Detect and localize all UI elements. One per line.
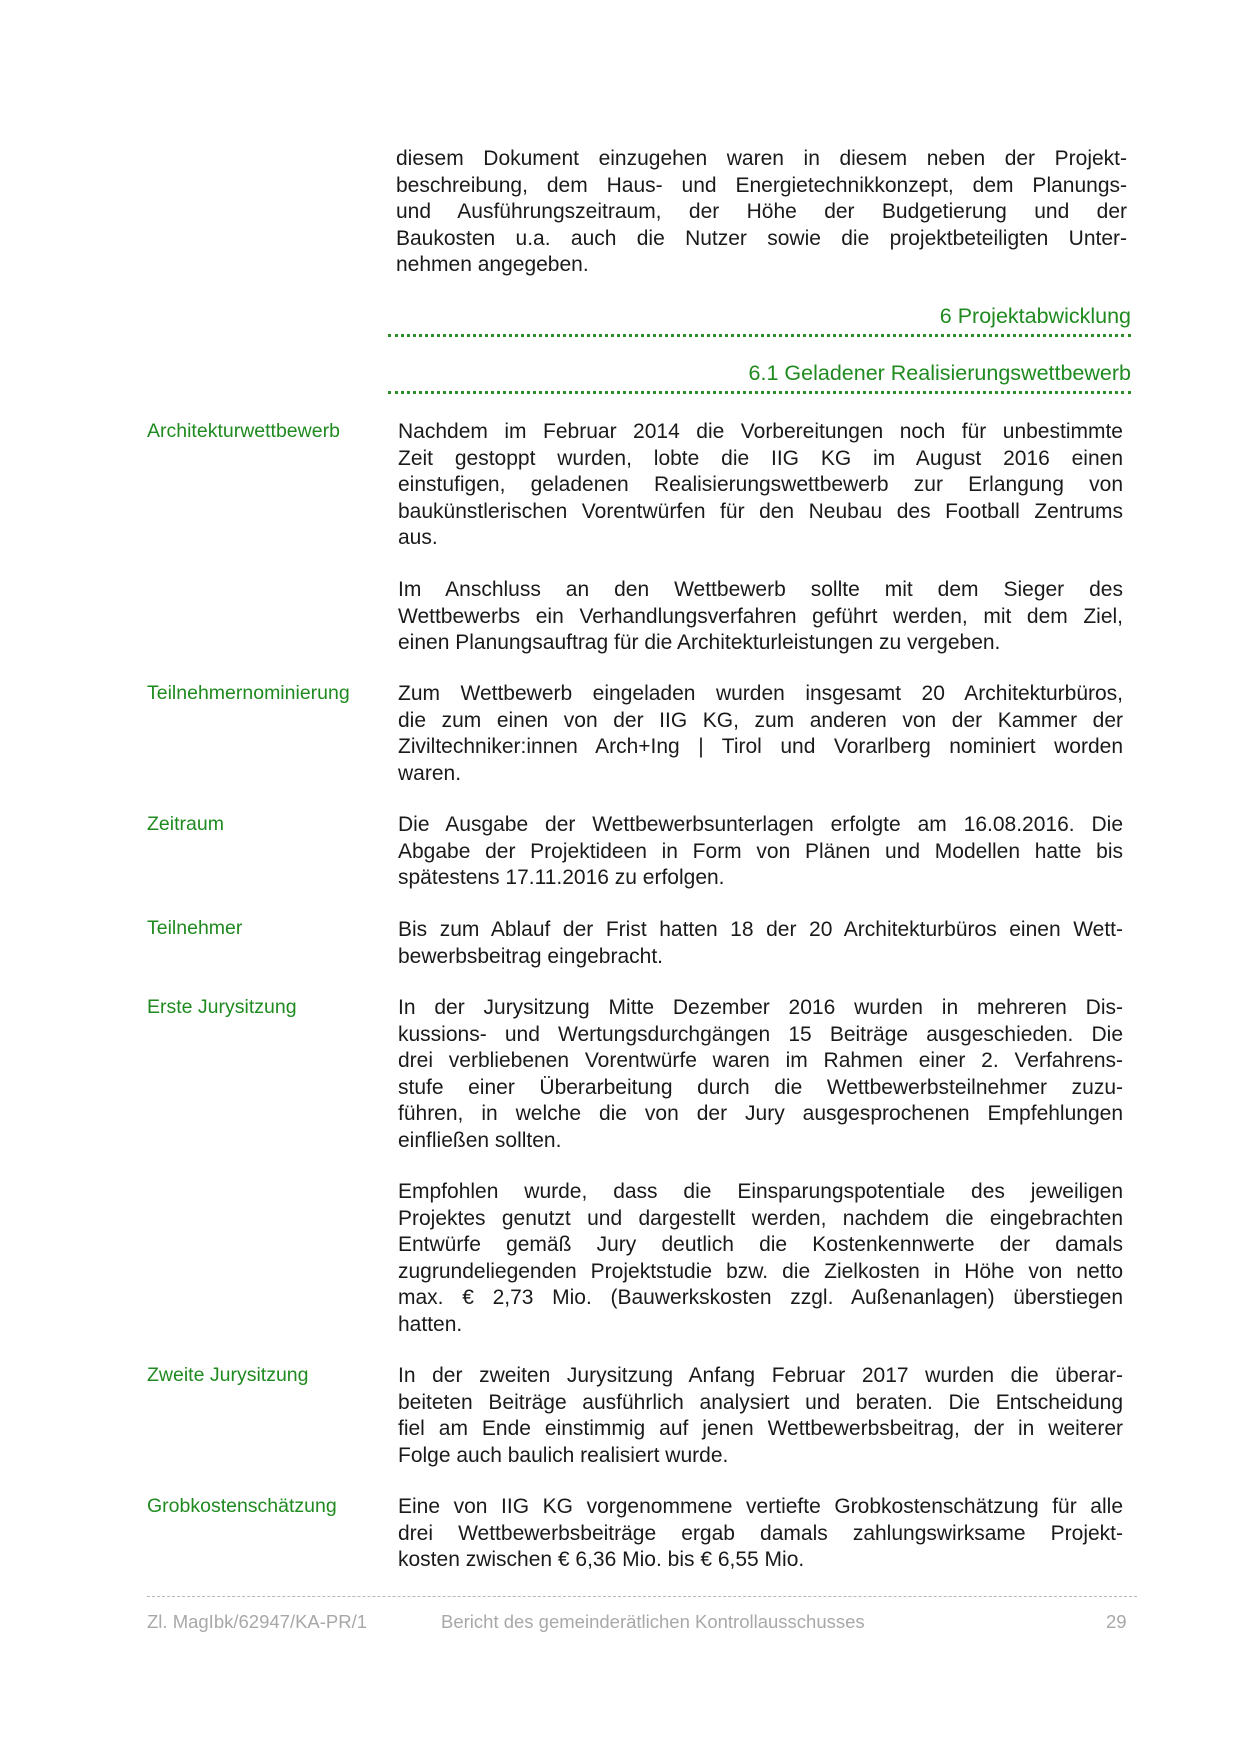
text-line: Zum Wettbewerb eingeladen wurden insgesamt 20 Architekturbüros, <box>398 682 1123 705</box>
text-line: Im Anschluss an den Wettbewerb sollte mit dem Sieger des <box>398 578 1123 601</box>
text-line: max. € 2,73 Mio. (Bauwerkskosten zzgl. Außenanlagen) überstiegen <box>398 1286 1123 1309</box>
text-line: Die Ausgabe der Wettbewerbsunterlagen erfolgte am 16.08.2016. Die <box>398 813 1123 836</box>
chapter-heading-divider <box>388 334 1131 337</box>
section-heading-divider <box>388 391 1131 394</box>
body-paragraph <box>398 1494 1123 1574</box>
intro-paragraph <box>396 146 1127 279</box>
text-line: Projektes genutzt und dargestellt werden, nachdem die eingebrachten <box>398 1206 1123 1230</box>
footer-title: Bericht des gemeinderätlichen Kontrollausschusses <box>441 1611 865 1632</box>
text-line: bewerbsbeitrag eingebracht. <box>398 944 664 968</box>
section-heading: 6.1 Geladener Realisierungswettbewerb <box>748 361 1131 385</box>
text-line: Nachdem im Februar 2014 die Vorbereitungen noch für unbestimmte <box>398 420 1123 443</box>
text-line: Ziviltechniker:innen Arch+Ing | Tirol und Vorarlberg nominiert worden <box>398 735 1123 758</box>
body-paragraph <box>398 419 1123 552</box>
text-line: Wettbewerbs ein Verhandlungsverfahren geführt werden, mit dem Ziel, <box>398 604 1123 628</box>
text-line: hatten. <box>398 1312 463 1336</box>
body-paragraph <box>398 1363 1123 1469</box>
text-line: nehmen angegeben. <box>396 253 589 276</box>
text-line: einfließen sollten. <box>398 1128 562 1152</box>
text-line: waren. <box>398 761 462 785</box>
text-line: baukünstlerischen Vorentwürfen für den Neubau des Football Zentrums <box>398 499 1123 523</box>
text-line: stufe einer Überarbeitung durch die Wettbewerbsteilnehmer zuzu- <box>398 1075 1123 1099</box>
chapter-heading: 6 Projektabwicklung <box>939 304 1131 328</box>
text-line: aus. <box>398 526 438 549</box>
margin-label-teilnehmernominierung: Teilnehmernominierung <box>147 682 350 704</box>
text-line: Zeit gestoppt wurden, lobte die IIG KG im August 2016 einen <box>398 446 1123 470</box>
body-paragraph <box>398 995 1123 1154</box>
text-line: drei verbliebenen Vorentwürfe waren im Rahmen einer 2. Verfahrens- <box>398 1049 1123 1072</box>
text-line: Empfohlen wurde, dass die Einsparungspotentiale des jeweiligen <box>398 1180 1123 1203</box>
text-line: Eine von IIG KG vorgenommene vertiefte Grobkostenschätzung für alle <box>398 1495 1123 1518</box>
text-line: beschreibung, dem Haus- und Energietechnikkonzept, dem Planungs- <box>396 173 1127 197</box>
text-line: und Ausführungszeitraum, der Höhe der Budgetierung und der <box>396 200 1127 223</box>
margin-label-teilnehmer: Teilnehmer <box>147 917 243 939</box>
text-line: führen, in welche die von der Jury ausgesprochenen Empfehlungen <box>398 1102 1123 1125</box>
text-line: einstufigen, geladenen Realisierungswettbewerb zur Erlangung von <box>398 473 1123 496</box>
body-paragraph <box>398 917 1123 970</box>
footer-reference: Zl. MagIbk/62947/KA-PR/1 <box>147 1611 368 1632</box>
footer-divider <box>147 1596 1137 1597</box>
margin-label-zeitraum: Zeitraum <box>147 813 224 835</box>
text-line: fiel am Ende einstimmig auf jenen Wettbewerbsbeitrag, der in weiterer <box>398 1417 1123 1440</box>
margin-label-zweite-jurysitzung: Zweite Jurysitzung <box>147 1364 309 1386</box>
text-line: In der Jurysitzung Mitte Dezember 2016 wurden in mehreren Dis- <box>398 996 1123 1019</box>
text-line: Entwürfe gemäß Jury deutlich die Kostenkennwerte der damals <box>398 1233 1123 1256</box>
body-paragraph <box>398 577 1123 657</box>
margin-label-architekturwettbewerb: Architekturwettbewerb <box>147 420 340 442</box>
text-line: beiteten Beiträge ausführlich analysiert und beraten. Die Entscheidung <box>398 1390 1123 1414</box>
text-line: Baukosten u.a. auch die Nutzer sowie die projektbeteiligten Unter- <box>396 226 1127 250</box>
text-line: kosten zwischen € 6,36 Mio. bis € 6,55 Mio. <box>398 1548 805 1571</box>
footer-page-number: 29 <box>1106 1611 1127 1632</box>
text-line: Abgabe der Projektideen in Form von Plänen und Modellen hatte bis <box>398 839 1123 863</box>
text-line: einen Planungsauftrag für die Architekturleistungen zu vergeben. <box>398 631 1001 654</box>
text-line: kussions- und Wertungsdurchgängen 15 Beiträge ausgeschieden. Die <box>398 1022 1123 1046</box>
margin-label-erste-jurysitzung: Erste Jurysitzung <box>147 996 297 1018</box>
text-line: In der zweiten Jurysitzung Anfang Februar 2017 wurden die überar- <box>398 1364 1123 1387</box>
text-line: zugrundeliegenden Projektstudie bzw. die Zielkosten in Höhe von netto <box>398 1259 1123 1283</box>
text-line: spätestens 17.11.2016 zu erfolgen. <box>398 866 725 889</box>
text-line: drei Wettbewerbsbeiträge ergab damals zahlungswirksame Projekt- <box>398 1521 1123 1545</box>
body-paragraph <box>398 1179 1123 1338</box>
text-line: diesem Dokument einzugehen waren in diesem neben der Projekt- <box>396 147 1127 170</box>
body-paragraph <box>398 812 1123 892</box>
text-line: Bis zum Ablauf der Frist hatten 18 der 20 Architekturbüros einen Wett- <box>398 918 1123 941</box>
margin-label-grobkostenschaetzung: Grobkostenschätzung <box>147 1495 337 1517</box>
body-paragraph <box>398 681 1123 787</box>
text-line: die zum einen von der IIG KG, zum anderen von der Kammer der <box>398 708 1123 732</box>
text-line: Folge auch baulich realisiert wurde. <box>398 1443 729 1467</box>
